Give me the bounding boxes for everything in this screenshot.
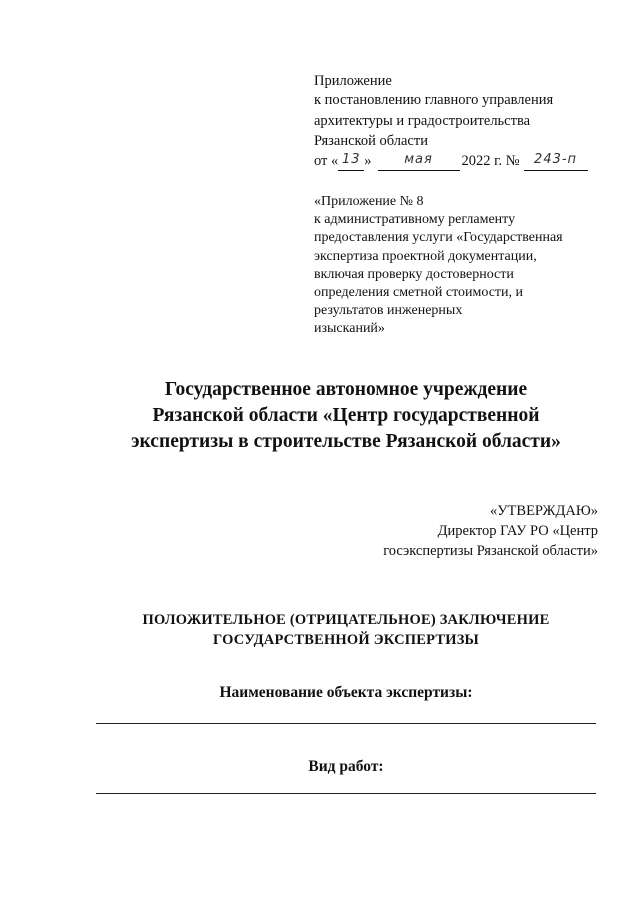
organization-title-line: экспертизы в строительстве Рязанской области» [131, 431, 561, 452]
appendix-line: к постановлению главного управления [314, 92, 554, 108]
approval-line: госэкспертизы Рязанской области» [383, 543, 598, 559]
appendix-line: Приложение [314, 73, 392, 89]
work-type-label: Вид работ: [308, 758, 384, 775]
organization-title [96, 377, 596, 455]
appendix-8-line: «Приложение № 8 [314, 194, 424, 209]
appendix-8-line: к административному регламенту [314, 212, 516, 228]
appendix-date-row [314, 151, 588, 171]
expertise-object-label: Наименование объекта экспертизы: [219, 684, 473, 701]
object-name-line [96, 723, 596, 724]
conclusion-title-line: ПОЛОЖИТЕЛЬНОЕ (ОТРИЦАТЕЛЬНОЕ) ЗАКЛЮЧЕНИЕ [142, 612, 550, 628]
conclusion-title [96, 610, 596, 650]
document-number-handwritten: 243-п [524, 152, 588, 171]
approval-line: Директор ГАУ РО «Центр [437, 523, 598, 539]
date-mid: » [364, 153, 372, 169]
appendix-8-line: результатов инженерных [314, 303, 463, 319]
appendix-8-line: экспертиза проектной документации, [314, 248, 537, 264]
organization-title-line: Государственное автономное учреждение [164, 379, 528, 400]
work-type-line [96, 793, 596, 794]
appendix-8-line: включая проверку достоверности [314, 266, 514, 282]
appendix-line: архитектуры и градостроительства [314, 113, 531, 129]
approval-line: «УТВЕРЖДАЮ» [490, 503, 598, 519]
date-prefix: от « [314, 153, 339, 169]
appendix-8-line: предоставления услуги «Государственная [314, 230, 563, 246]
date-month-handwritten: мая [378, 152, 460, 171]
appendix-header [314, 72, 588, 171]
appendix-8-line: определения сметной стоимости, и [314, 285, 524, 301]
conclusion-title-line: ГОСУДАРСТВЕННОЙ ЭКСПЕРТИЗЫ [213, 632, 479, 648]
appendix-8-line: изысканий» [314, 321, 385, 337]
appendix-line: Рязанской области [314, 133, 428, 149]
approval-block [383, 501, 598, 561]
date-day-handwritten: 13 [338, 152, 364, 171]
appendix-8-block [314, 193, 563, 339]
date-year: 2022 г. № [461, 153, 520, 169]
organization-title-line: Рязанской области «Центр государственной [152, 405, 540, 426]
